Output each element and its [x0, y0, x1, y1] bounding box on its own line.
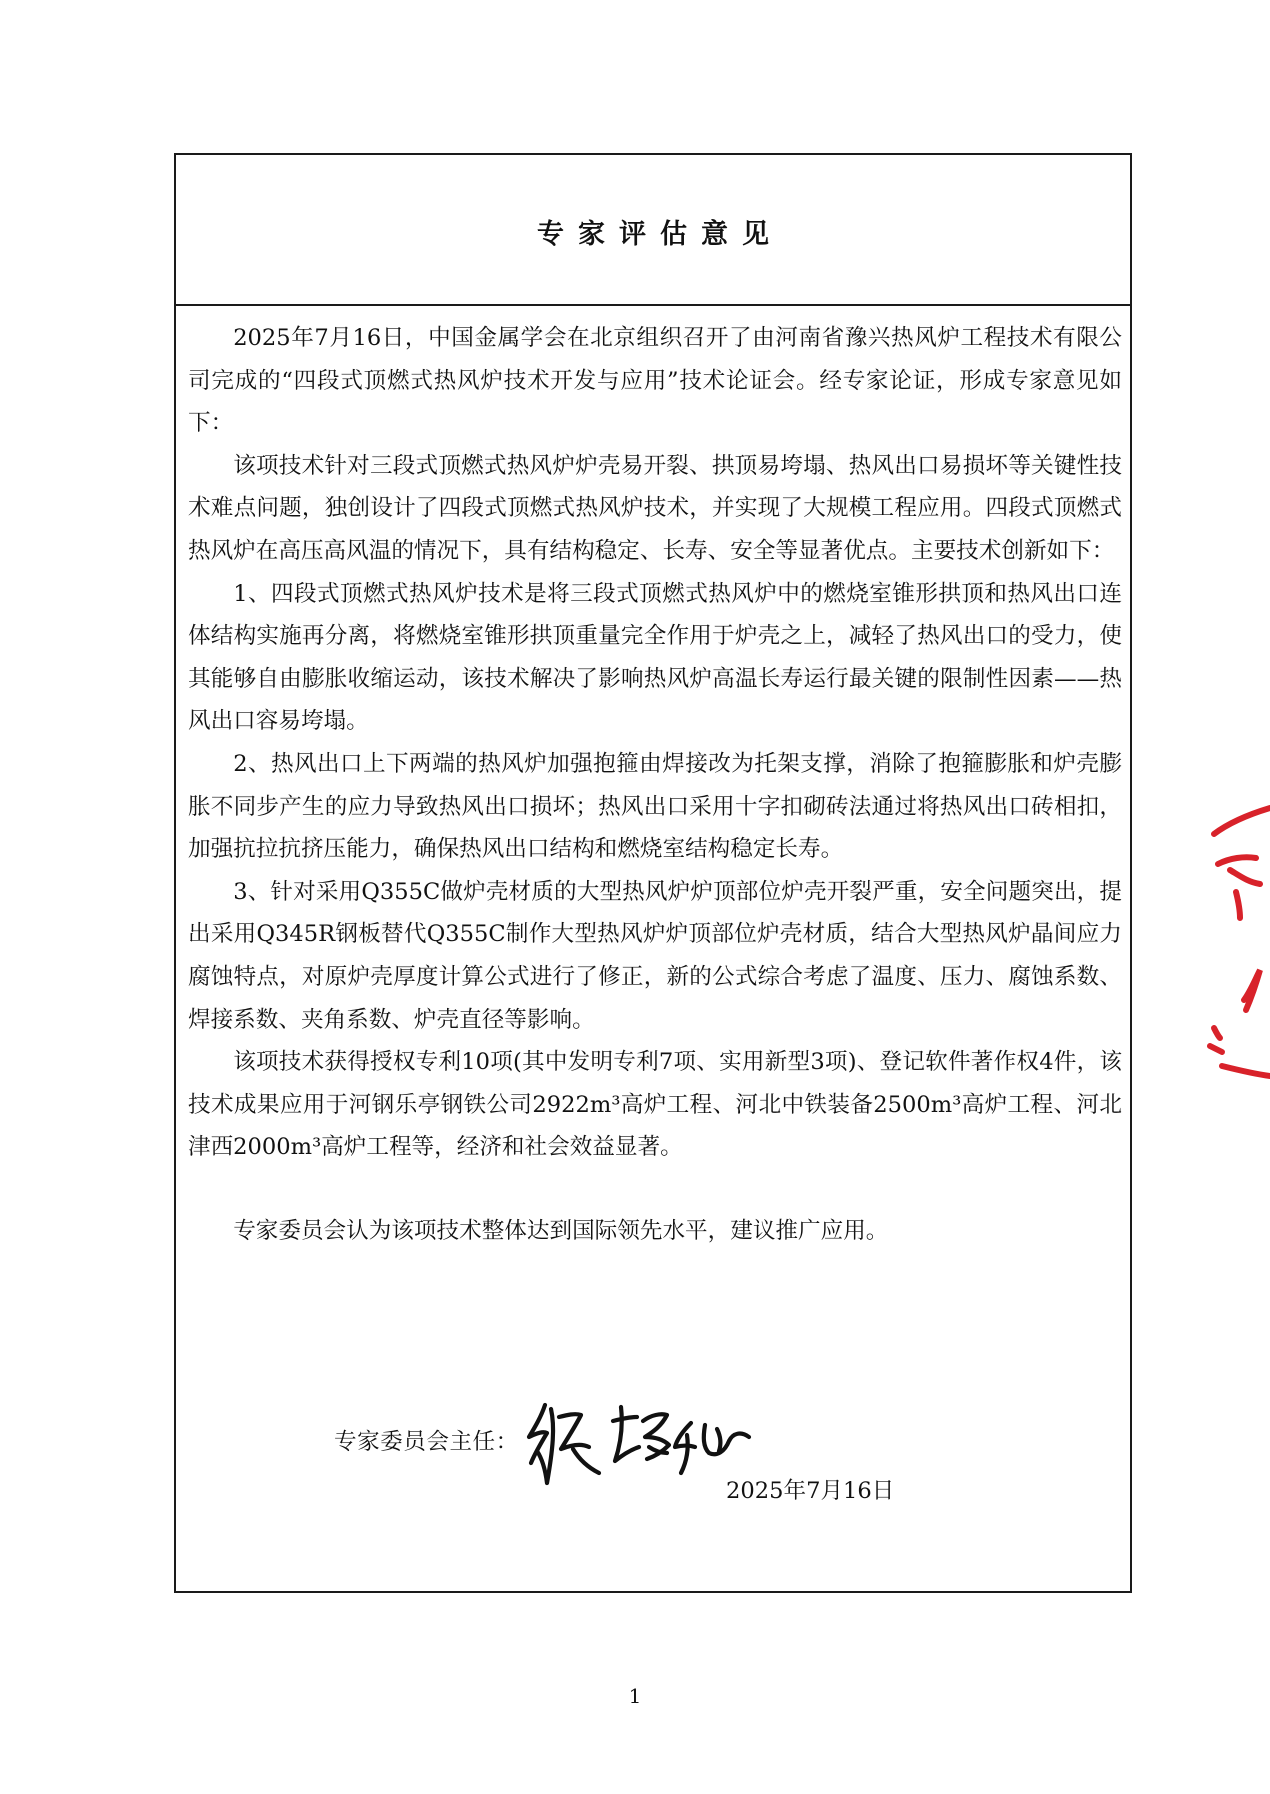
paragraph-intro: 2025年7月16日，中国金属学会在北京组织召开了由河南省豫兴热风炉工程技术有限公司完成的“四段式顶燃式热风炉技术开发与应用”技术论证会。经专家论证，形成专家意见如下： — [188, 325, 1122, 437]
signer-label: 专家委员会主任： — [334, 1428, 519, 1455]
paragraph-innovation-2: 2、热风出口上下两端的热风炉加强抱箍由焊接改为托架支撑，消除了抱箍膨胀和炉壳膨胀不同步产生的应力导致热风出口损坏；热风出口采用十字扣砌砖法通过将热风出口砖相扣，加强抗拉抗挤压能力，确保热风出口结构和燃烧室结构稳定长寿。 — [188, 750, 1122, 863]
paragraph-summary: 该项技术针对三段式顶燃式热风炉炉壳易开裂、拱顶易垮塌、热风出口易损坏等关键性技术难点问题，独创设计了四段式顶燃式热风炉技术，并实现了大规模工程应用。四段式顶燃式热风炉在高压高风温的情况下，具有结构稳定、长寿、安全等显著优点。主要技术创新如下： — [188, 452, 1122, 564]
opinion-form-frame — [174, 153, 1132, 1593]
handwritten-signature — [521, 1387, 761, 1492]
paragraph-innovation-1: 1、四段式顶燃式热风炉技术是将三段式顶燃式热风炉中的燃烧室锥形拱顶和热风出口连体结构实施再分离，将燃烧室锥形拱顶重量完全作用于炉壳之上，减轻了热风出口的受力，使其能够自由膨胀收缩运动，该技术解决了影响热风炉高温长寿运行最关键的限制性因素——热风出口容易垮塌。 — [188, 580, 1122, 735]
page-number: 1 — [628, 1684, 642, 1708]
official-seal-fragment — [1200, 800, 1270, 1080]
opinion-body — [188, 317, 1122, 1252]
signing-date: 2025年7月16日 — [726, 1478, 895, 1504]
paragraph-conclusion: 专家委员会认为该项技术整体达到国际领先水平，建议推广应用。 — [233, 1217, 889, 1244]
title-box — [176, 155, 1130, 306]
paragraph-innovation-3: 3、针对采用Q355C做炉壳材质的大型热风炉炉顶部位炉壳开裂严重，安全问题突出，提出采用Q345R钢板替代Q355C制作大型热风炉炉顶部位炉壳材质，结合大型热风炉晶间应力腐蚀特点，对原炉壳厚度计算公式进行了修正，新的公式综合考虑了温度、压力、腐蚀系数、焊接系数、夹角系数、炉壳直径等影响。 — [188, 878, 1122, 1033]
signature-row — [334, 1387, 761, 1492]
paragraph-achievements: 该项技术获得授权专利10项(其中发明专利7项、实用新型3项)、登记软件著作权4件，该技术成果应用于河钢乐亭钢铁公司2922m³高炉工程、河北中铁装备2500m³高炉工程、河北津西2000m³高炉工程等，经济和社会效益显著。 — [188, 1049, 1122, 1161]
page-title: 专家评估意见 — [537, 219, 783, 250]
